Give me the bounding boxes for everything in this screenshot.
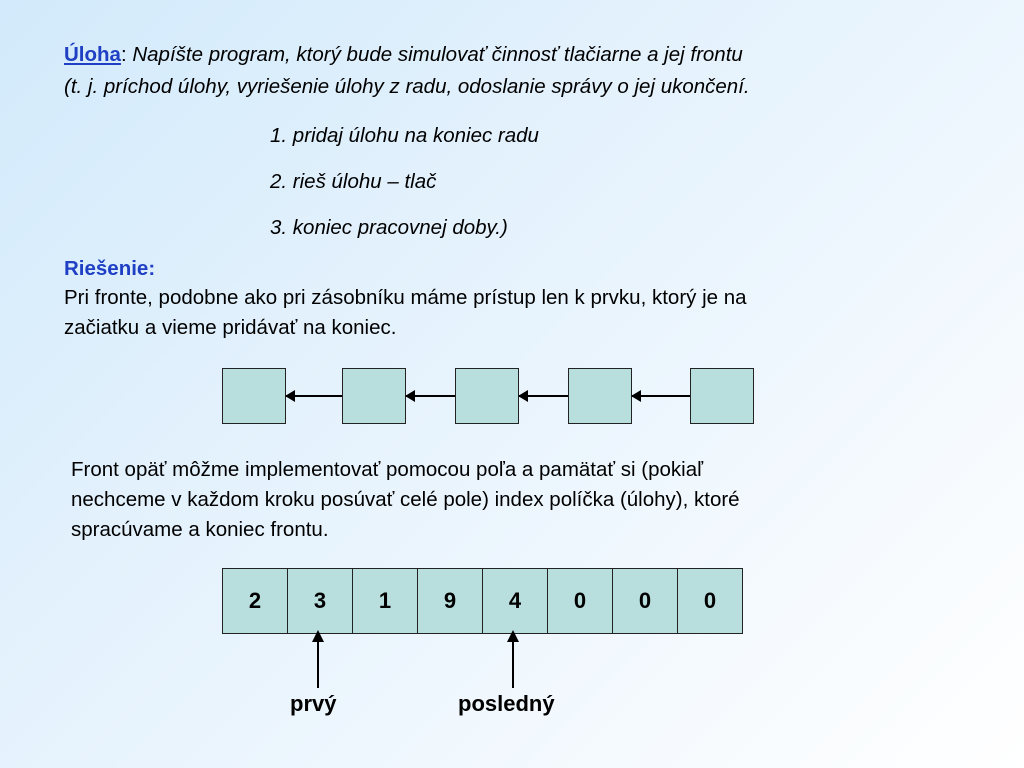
first-pointer-arrow	[317, 640, 319, 688]
task-text-1: Napíšte program, ktorý bude simulovať činnosť tlačiarne a jej frontu	[126, 43, 743, 66]
solution-heading: Riešenie:	[64, 257, 156, 280]
first-pointer-label: prvý	[290, 691, 337, 716]
queue-node	[342, 368, 406, 424]
step-2: 2. rieš úlohu – tlač	[270, 170, 437, 193]
solution-line-2: začiatku a vieme pridávať na koniec.	[64, 316, 397, 339]
last-pointer-label: posledný	[458, 691, 555, 716]
queue-arrow	[286, 395, 342, 397]
step-3: 3. koniec pracovnej doby.)	[270, 216, 508, 239]
array-cell: 9	[418, 569, 483, 633]
step-1: 1. pridaj úlohu na koniec radu	[270, 124, 539, 147]
queue-arrow	[519, 395, 568, 397]
array-cell: 3	[288, 569, 353, 633]
array-cell: 2	[223, 569, 288, 633]
queue-array	[222, 568, 743, 634]
queue-node	[568, 368, 632, 424]
queue-arrow	[632, 395, 690, 397]
array-cell: 0	[613, 569, 678, 633]
front-text-line-2: nechceme v každom kroku posúvať celé pole) index políčka (úlohy), ktoré	[71, 488, 740, 511]
queue-node	[455, 368, 519, 424]
queue-node	[690, 368, 754, 424]
task-statement-line-2: (t. j. príchod úlohy, vyriešenie úlohy z radu, odoslanie správy o jej ukončení.	[64, 75, 750, 98]
front-text-line-1: Front opäť môžme implementovať pomocou poľa a pamätať si (pokiaľ	[71, 458, 704, 481]
queue-arrow	[406, 395, 455, 397]
last-pointer-arrow	[512, 640, 514, 688]
array-cell: 0	[703, 588, 717, 613]
array-cell: 1	[353, 569, 418, 633]
solution-line-1: Pri fronte, podobne ako pri zásobníku máme prístup len k prvku, ktorý je na	[64, 286, 747, 309]
task-label: Úloha	[64, 43, 121, 66]
task-statement-line-1	[64, 40, 743, 70]
queue-node	[222, 368, 286, 424]
array-cell: 4	[483, 569, 548, 633]
array-cell: 0	[548, 569, 613, 633]
task-colon: :	[120, 43, 127, 66]
front-text-line-3: spracúvame a koniec frontu.	[71, 518, 329, 541]
